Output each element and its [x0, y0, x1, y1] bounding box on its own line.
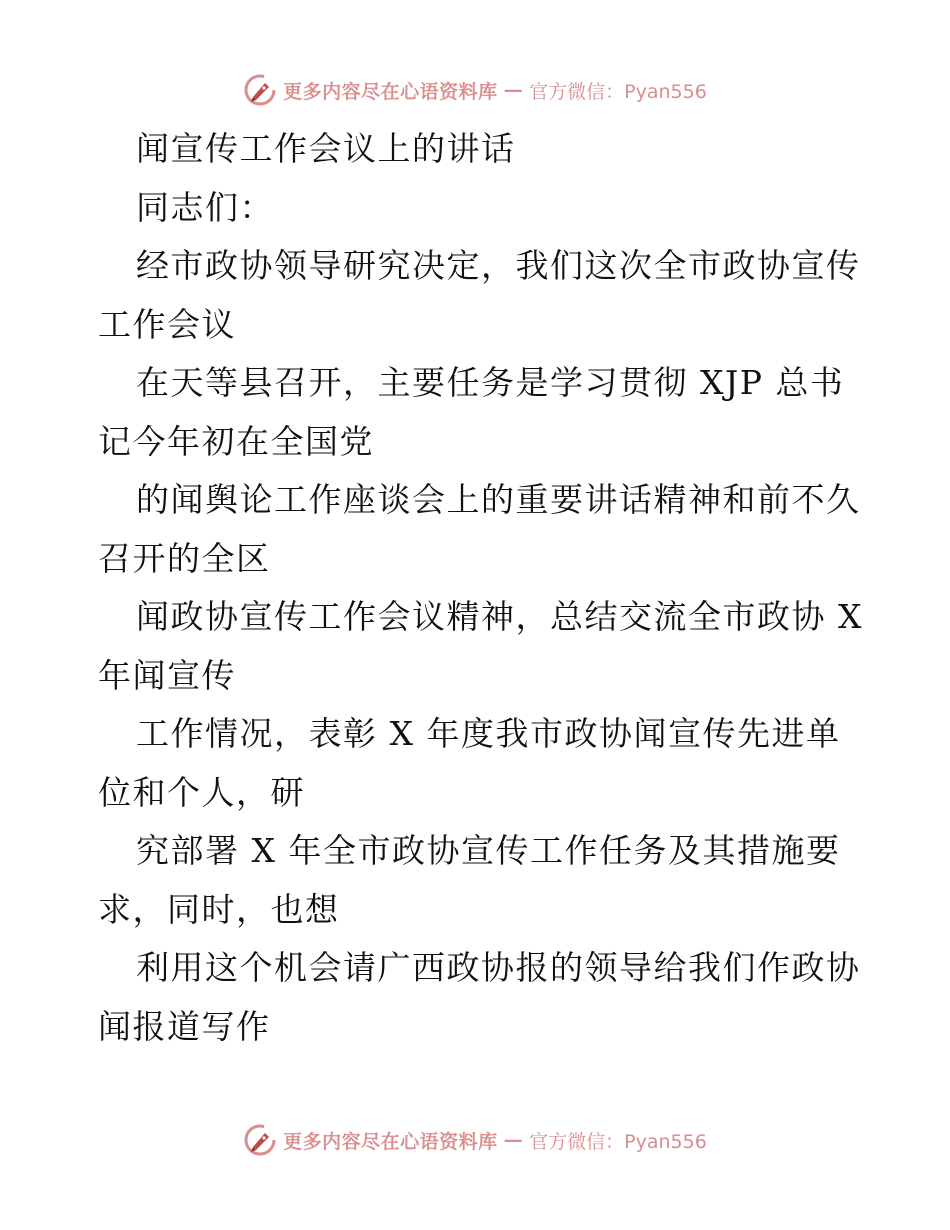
doc-line: 召开的全区 — [98, 538, 271, 578]
watermark-dash: — — [503, 1129, 524, 1151]
doc-line: 闻报道写作 — [98, 1006, 271, 1046]
watermark-wechat-text: 官方微信：Pyan556 — [529, 1130, 707, 1153]
doc-line: 的闻舆论工作座谈会上的重要讲话精神和前不久 — [136, 480, 861, 519]
header-watermark — [0, 70, 950, 110]
doc-line: 利用这个机会请广西政协报的领导给我们作政协 — [136, 948, 861, 987]
doc-line: 记今年初在全国党 — [98, 421, 374, 461]
watermark-site-text: 更多内容尽在心语资料库 — [283, 80, 498, 103]
watermark-inner — [243, 73, 707, 107]
pen-nib-logo-icon — [243, 1123, 277, 1157]
document-body — [98, 120, 863, 1056]
doc-line: 工作情况，表彰 X 年度我市政协闻宣传先进单 — [136, 714, 841, 753]
doc-line: 年闻宣传 — [98, 655, 236, 695]
watermark-wechat-text: 官方微信：Pyan556 — [529, 80, 707, 103]
pen-nib-logo-icon — [243, 73, 277, 107]
watermark-site-text: 更多内容尽在心语资料库 — [283, 1130, 498, 1153]
doc-line: 在天等县召开，主要任务是学习贯彻 XJP 总书 — [136, 363, 845, 402]
doc-line: 究部署 X 年全市政协宣传工作任务及其措施要 — [136, 831, 841, 870]
watermark-dash: — — [503, 79, 524, 101]
doc-line: 经市政协领导研究决定，我们这次全市政协宣传 — [136, 246, 861, 285]
doc-line: 工作会议 — [98, 304, 236, 344]
doc-line-title: 闻宣传工作会议上的讲话 — [136, 129, 516, 168]
doc-line: 位和个人，研 — [98, 772, 305, 812]
doc-line: 求，同时，也想 — [98, 889, 340, 929]
watermark-inner — [243, 1123, 707, 1157]
doc-line: 闻政协宣传工作会议精神，总结交流全市政协 X — [136, 597, 863, 636]
footer-watermark — [0, 1120, 950, 1160]
doc-line-salutation: 同志们： — [136, 187, 274, 227]
